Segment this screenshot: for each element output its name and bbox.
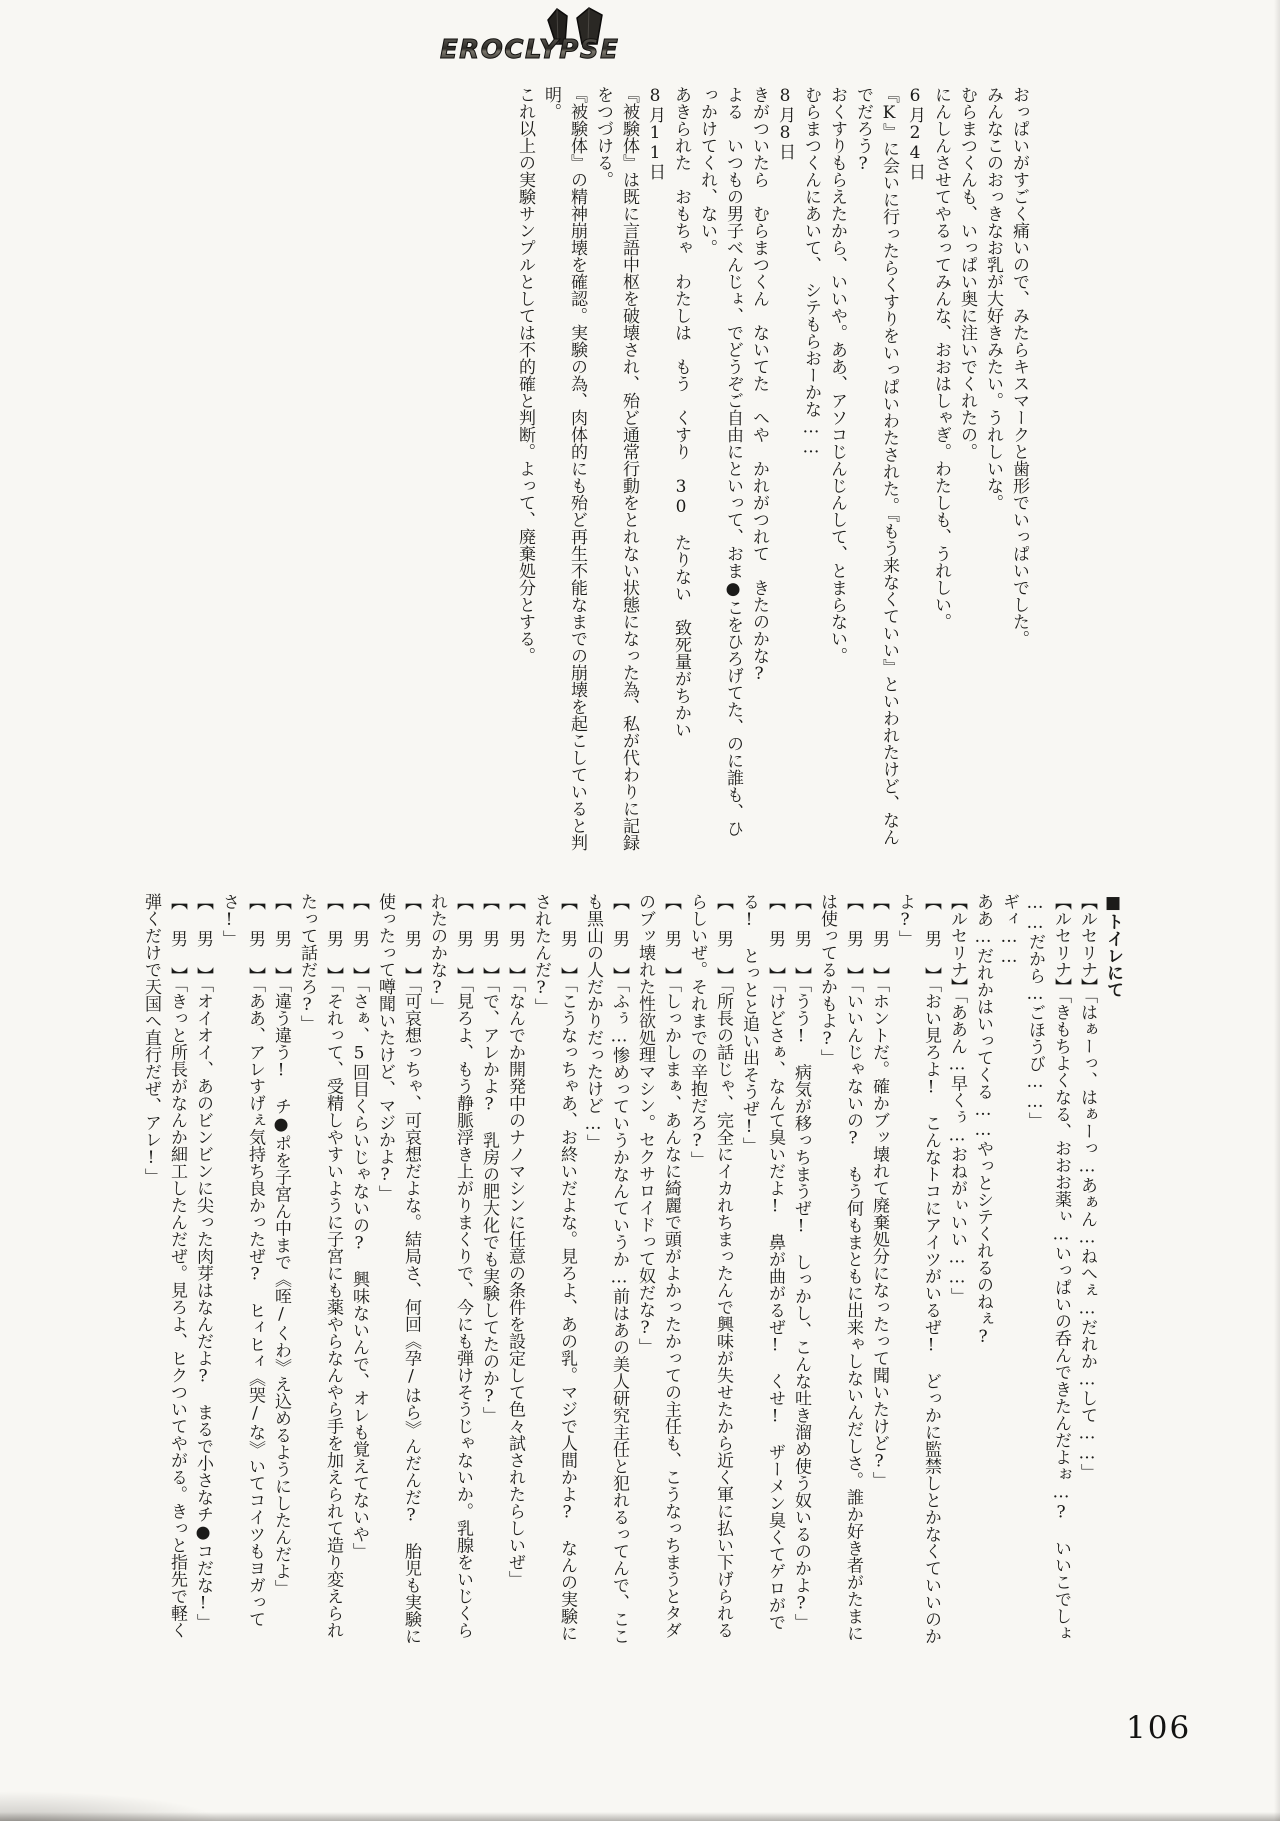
text-column: 【 男 】「違う違う! チ●ポを子宮ん中まで《咥/くわ》え込めるようにしたんだよ」: [271, 893, 291, 1597]
text-column: あきられた おもちゃ わたしは もう くすり 30 たりない 致死量がちかい: [671, 86, 691, 738]
text-column: 【 男 】「可哀想っちゃ、可哀想だよな。結局さ、何回《孕/はら》んだんだ? 胎児も実験に: [401, 893, 421, 1645]
text-column: 【 男 】「いいんじゃないの? もう何もまともに出来ゃしないんだしさ。誰か好き者がたまに: [843, 893, 863, 1642]
text-column: 【 男 】「きっと所長がなんか細工したんだぜ。見ろよ、ヒクついてやがる。きっと指先で軽く: [167, 893, 187, 1639]
logo-graphic: [436, 6, 648, 66]
text-column: ギィ……: [999, 893, 1019, 967]
text-column: 【 男 】「で、アレかよ? 乳房の肥大化でも実験してたのか?」: [479, 893, 499, 1424]
text-column: 【 男 】「ああ、アレすげぇ気持ち良かったぜ? ヒィヒィ《哭/な》いてコイツもヨガって: [245, 893, 265, 1628]
text-column: みんなこのおっきなお乳が大好きみたい。うれしいな。: [983, 86, 1003, 511]
text-column: 『K』に会いに行ったらくすりをいっぱいわたされた。『もう来なくていい』といわれたけど、なん: [879, 86, 899, 846]
toilet-scene-text-block: [138, 893, 1126, 1723]
text-column: 【 男 】「うう! 病気が移っちまうぜ! しっかし、こんな吐き溜め使う奴いるのかよ?」: [791, 893, 811, 1631]
text-column: おくすりもらえたから、いいや。ああ、アソコじんじんして、とまらない。: [827, 86, 847, 664]
text-column: 【 男 】「オイオイ、あのビンビンに尖った肉芽はなんだよ? まるで小さなチ●コだな!」: [193, 893, 213, 1631]
diary-date: 8月8日: [775, 86, 795, 160]
text-column: れたのかな?」: [427, 893, 447, 1015]
text-column: 『被験体』は既に言語中枢を破壊され、殆ど通常行動をとれない状態になった為、私が代わりに記録: [619, 86, 639, 851]
text-column: きがついたら むらまつくん ないてた へや かれがつれて きたのかな?: [749, 86, 769, 684]
text-column: 【 男 】「所長の話じゃ、完全にイカれちまったんで興味が失せたから近く軍に払い下げられる: [713, 893, 733, 1639]
text-column: 【 男 】「それって、受精しやすいように子宮にも薬やらなんやら手を加えられて造り変えられ: [323, 893, 343, 1639]
text-column: 【 男 】「ホントだ。確かブッ壊れて廃棄処分になったって聞いたけど?」: [869, 893, 889, 1489]
text-column: 『被験体』の精神崩壊を確認。実験の為、肉体的にも殆ど再生不能なまでの崩壊を起こしていると判: [567, 86, 587, 851]
text-column: されたんだ?」: [531, 893, 551, 1015]
page-number: 106: [1126, 1710, 1192, 1746]
text-column: 【 男 】「けどさぁ、なんて臭いだよ! 鼻が曲がるぜ! くせ! ザーメン臭くてゲロがで: [765, 893, 785, 1631]
text-column: でだろう?: [853, 86, 873, 174]
text-column: よ?」: [895, 893, 915, 947]
text-column: は使ってるかもよ?」: [817, 893, 837, 1066]
page-edge-right: [1274, 0, 1280, 1821]
text-column: 【 男 】「見ろよ、もう静脈浮き上がりまくりで、今にも弾けそうじゃないか。乳腺をいじくら: [453, 893, 473, 1639]
text-column: 明。: [541, 86, 561, 120]
text-column: 【ルセリナ】「ああん…早くぅ…おねがぃいい……」: [947, 893, 967, 1305]
diary-text-block: [512, 86, 1032, 896]
eroclypse-logo: [436, 6, 648, 66]
text-column: むらまつくんにあいて、 シテもらおーかな……: [801, 86, 821, 458]
text-column: 【ルセリナ】「はぁーっ、はぁーっ…あぁん…ねへぇ…だれか…して……」: [1077, 893, 1097, 1481]
page-edge-shadow: [0, 1812, 1280, 1821]
text-column: っかけてくれ、ない。: [697, 86, 717, 256]
text-column: さ!」: [219, 893, 239, 947]
text-column: にんしんさせてやるってみんな、おおはしゃぎ。わたしも、うれしい。: [931, 86, 951, 630]
text-column: ……だから…ごほうび……」: [1025, 893, 1045, 1129]
text-column: 弾くだけで天国へ直行だぜ、アレ!」: [141, 893, 161, 1185]
text-column: も黒山の人だかりだったけど…」: [583, 893, 603, 1151]
text-column: る! とっとと追い出そうぜ!」: [739, 893, 759, 1154]
text-column: 【 男 】「おい見ろよ! こんなトコにアイツがいるぜ! どっかに監禁しとかなくていいのか: [921, 893, 941, 1645]
text-column: 【ルセリナ】「きもちよくなる、おおお薬ぃ…いっぱいの呑んできたんだよぉ…? いいこでしょ: [1051, 893, 1071, 1642]
text-column: おっぱいがすごく痛いので、みたらキスマークと歯形でいっぱいでした。: [1009, 86, 1029, 647]
scene-heading: ■トイレにて: [1103, 893, 1123, 998]
text-column: ああ…だれかはいってくる……やっとシテくれるのねぇ?: [973, 893, 993, 1347]
logo-text: EROCLYPSE: [440, 35, 620, 65]
diary-date: 6月24日: [905, 86, 925, 180]
diary-date: 8月11日: [645, 86, 665, 180]
text-column: らしいぜ。それまでの辛抱だろ?」: [687, 893, 707, 1168]
text-column: よる いつもの男子べんじょ、でどうぞご自由にといって、おま●こをひろげてた、のに誰も、ひ: [723, 86, 743, 837]
text-column: のブッ壊れた性欲処理マシン。セクサロイドって奴だな?」: [635, 893, 655, 1355]
text-column: 【 男 】「さぁ、5回目くらいじゃないの? 興味ないんで、オレも覚えてないや」: [349, 893, 369, 1560]
text-column: むらまつくんも、いっぱい奥に注いでくれたの。: [957, 86, 977, 460]
text-column: たって話だろ?」: [297, 893, 317, 1032]
text-column: これ以上の実験サンプルとしては不的確と判断。よって、廃棄処分とする。: [515, 86, 535, 664]
text-column: 【 男 】「こうなっちゃあ、お終いだよな。見ろよ、あの乳。マジで人間かよ? なんの実験に: [557, 893, 577, 1642]
text-column: をつづける。: [593, 86, 613, 188]
text-column: 使ったって噂聞いたけど、マジかよ?」: [375, 893, 395, 1202]
text-column: 【 男 】「ふぅ…惨めっていうかなんていうか…前はあの美人研究主任と犯れるってんで、ここ: [609, 893, 629, 1645]
text-column: 【 男 】「なんでか開発中のナノマシンに任意の条件を設定して色々試されたらしいぜ」: [505, 893, 525, 1588]
text-column: 【 男 】「しっかしまぁ、あんなに綺麗で頭がよかったかっての主任も、こうなっちまうとタダ: [661, 893, 681, 1639]
